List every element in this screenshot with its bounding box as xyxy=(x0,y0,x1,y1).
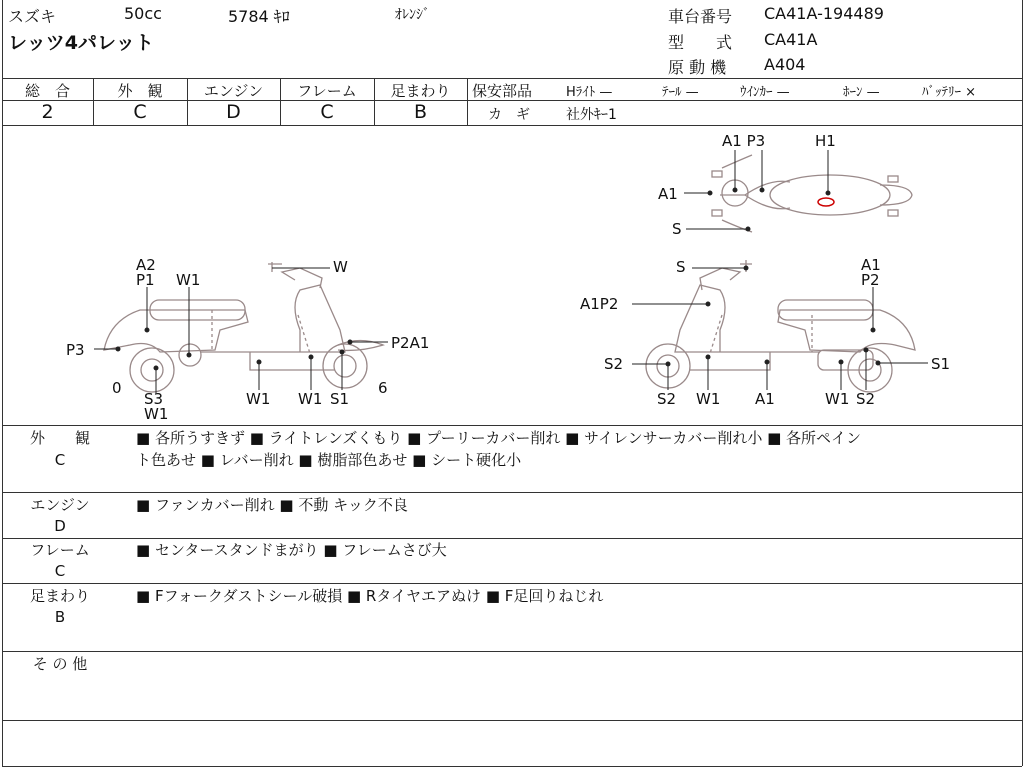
detail-text-frame: ■ センタースタンドまがり ■ フレームさび大 xyxy=(136,541,447,559)
label-w1-under: W1 xyxy=(144,405,169,423)
frame-number-label: 車台番号 xyxy=(668,7,733,26)
label-t-a1p3: A1 P3 xyxy=(722,132,766,150)
grade-header-overall: 総 合 xyxy=(24,82,70,100)
detail-label-exterior: 外 観 xyxy=(29,429,90,447)
grade-value-overall: 2 xyxy=(41,101,54,123)
engine-type-value: A404 xyxy=(764,55,806,74)
label-r-s: S xyxy=(676,258,686,276)
detail-label-other: そ の 他 xyxy=(32,655,88,673)
grade-header-engine: エンジン xyxy=(203,82,264,100)
label-zero: 0 xyxy=(112,379,122,397)
safety-winker: ｳｲﾝｶｰ — xyxy=(740,85,790,100)
detail-label-suspension: 足まわり xyxy=(29,587,90,605)
grade-header-suspension: 足まわり xyxy=(390,82,451,100)
label-w1-b: W1 xyxy=(298,390,323,408)
detail-label-frame: フレーム xyxy=(30,541,90,559)
safety-battery: ﾊﾞｯﾃﾘｰ × xyxy=(922,85,977,100)
detail-grade-frame: C xyxy=(54,562,66,580)
label-r-p2: P2 xyxy=(861,271,880,289)
label-six: 6 xyxy=(378,379,388,397)
label-r-s2-bottom: S2 xyxy=(657,390,677,408)
displacement: 50cc xyxy=(124,4,162,23)
leader-lines xyxy=(94,150,928,393)
model-type-value: CA41A xyxy=(764,30,818,49)
label-w: W xyxy=(333,258,348,276)
grade-value-frame: C xyxy=(320,101,334,123)
grade-value-suspension: B xyxy=(413,101,428,123)
safety-parts-label: 保安部品 xyxy=(472,82,533,100)
safety-horn: ﾎｰﾝ — xyxy=(843,85,880,100)
color: ｵﾚﾝｼﾞ xyxy=(395,7,430,23)
label-w1-a: W1 xyxy=(246,390,271,408)
label-t-h1: H1 xyxy=(815,132,836,150)
detail-text-engine: ■ ファンカバー削れ ■ 不動 キック不良 xyxy=(136,496,408,514)
label-t-s: S xyxy=(672,220,682,238)
top-scooter-drawing xyxy=(712,155,912,232)
label-r-a1: A1 xyxy=(861,256,881,274)
label-p3: P3 xyxy=(66,341,85,359)
grade-value-engine: D xyxy=(226,101,241,123)
key-label: カ ギ xyxy=(488,107,530,123)
label-s3: S3 xyxy=(144,390,164,408)
detail-text-exterior-2: ト色あせ ■ レバー削れ ■ 樹脂部色あせ ■ シート硬化小 xyxy=(136,451,522,469)
label-r-s2-c: S2 xyxy=(856,390,876,408)
engine-type-label: 原 動 機 xyxy=(668,58,727,77)
detail-text-suspension: ■ Fフォークダストシール破損 ■ Rタイヤエアぬけ ■ F足回りねじれ xyxy=(136,587,604,605)
label-p2a1: P2A1 xyxy=(391,334,430,352)
label-t-a1: A1 xyxy=(658,185,678,203)
detail-text-exterior-1: ■ 各所うすきず ■ ライトレンズくもり ■ プーリーカバー削れ ■ サイレンサーカバー削れ小 ■ 各所ペイン xyxy=(136,429,862,447)
model-type-label: 型 式 xyxy=(668,33,733,52)
label-r-w1-b: W1 xyxy=(825,390,850,408)
mileage: 5784 ｷﾛ xyxy=(228,7,290,26)
condition-diagram xyxy=(0,126,1024,424)
detail-grade-exterior: C xyxy=(54,451,66,469)
label-r-s2-left: S2 xyxy=(604,355,624,373)
label-p1: P1 xyxy=(136,271,155,289)
label-r-w1-a: W1 xyxy=(696,390,721,408)
h1-damage-mark xyxy=(818,198,834,206)
maker: スズキ xyxy=(8,7,57,26)
label-r-a1p2: A1P2 xyxy=(580,295,619,313)
label-w1-top: W1 xyxy=(176,271,201,289)
safety-headlight: Hﾗｲﾄ — xyxy=(566,85,613,100)
detail-grade-suspension: B xyxy=(54,608,66,626)
grade-header-frame: フレーム xyxy=(297,82,357,100)
label-s1: S1 xyxy=(330,390,350,408)
label-r-s1: S1 xyxy=(931,355,951,373)
key-value: 社外ｷｰ1 xyxy=(566,107,617,123)
detail-label-engine: エンジン xyxy=(30,496,90,514)
grade-value-exterior: C xyxy=(133,101,147,123)
safety-tail: ﾃｰﾙ — xyxy=(662,85,699,100)
label-a2: A2 xyxy=(136,256,156,274)
grade-header-exterior: 外 観 xyxy=(117,82,163,100)
detail-grade-engine: D xyxy=(54,517,66,535)
label-r-a1-bottom: A1 xyxy=(755,390,775,408)
model-name: レッツ4パレット xyxy=(8,32,154,54)
frame-number-value: CA41A-194489 xyxy=(764,4,884,23)
